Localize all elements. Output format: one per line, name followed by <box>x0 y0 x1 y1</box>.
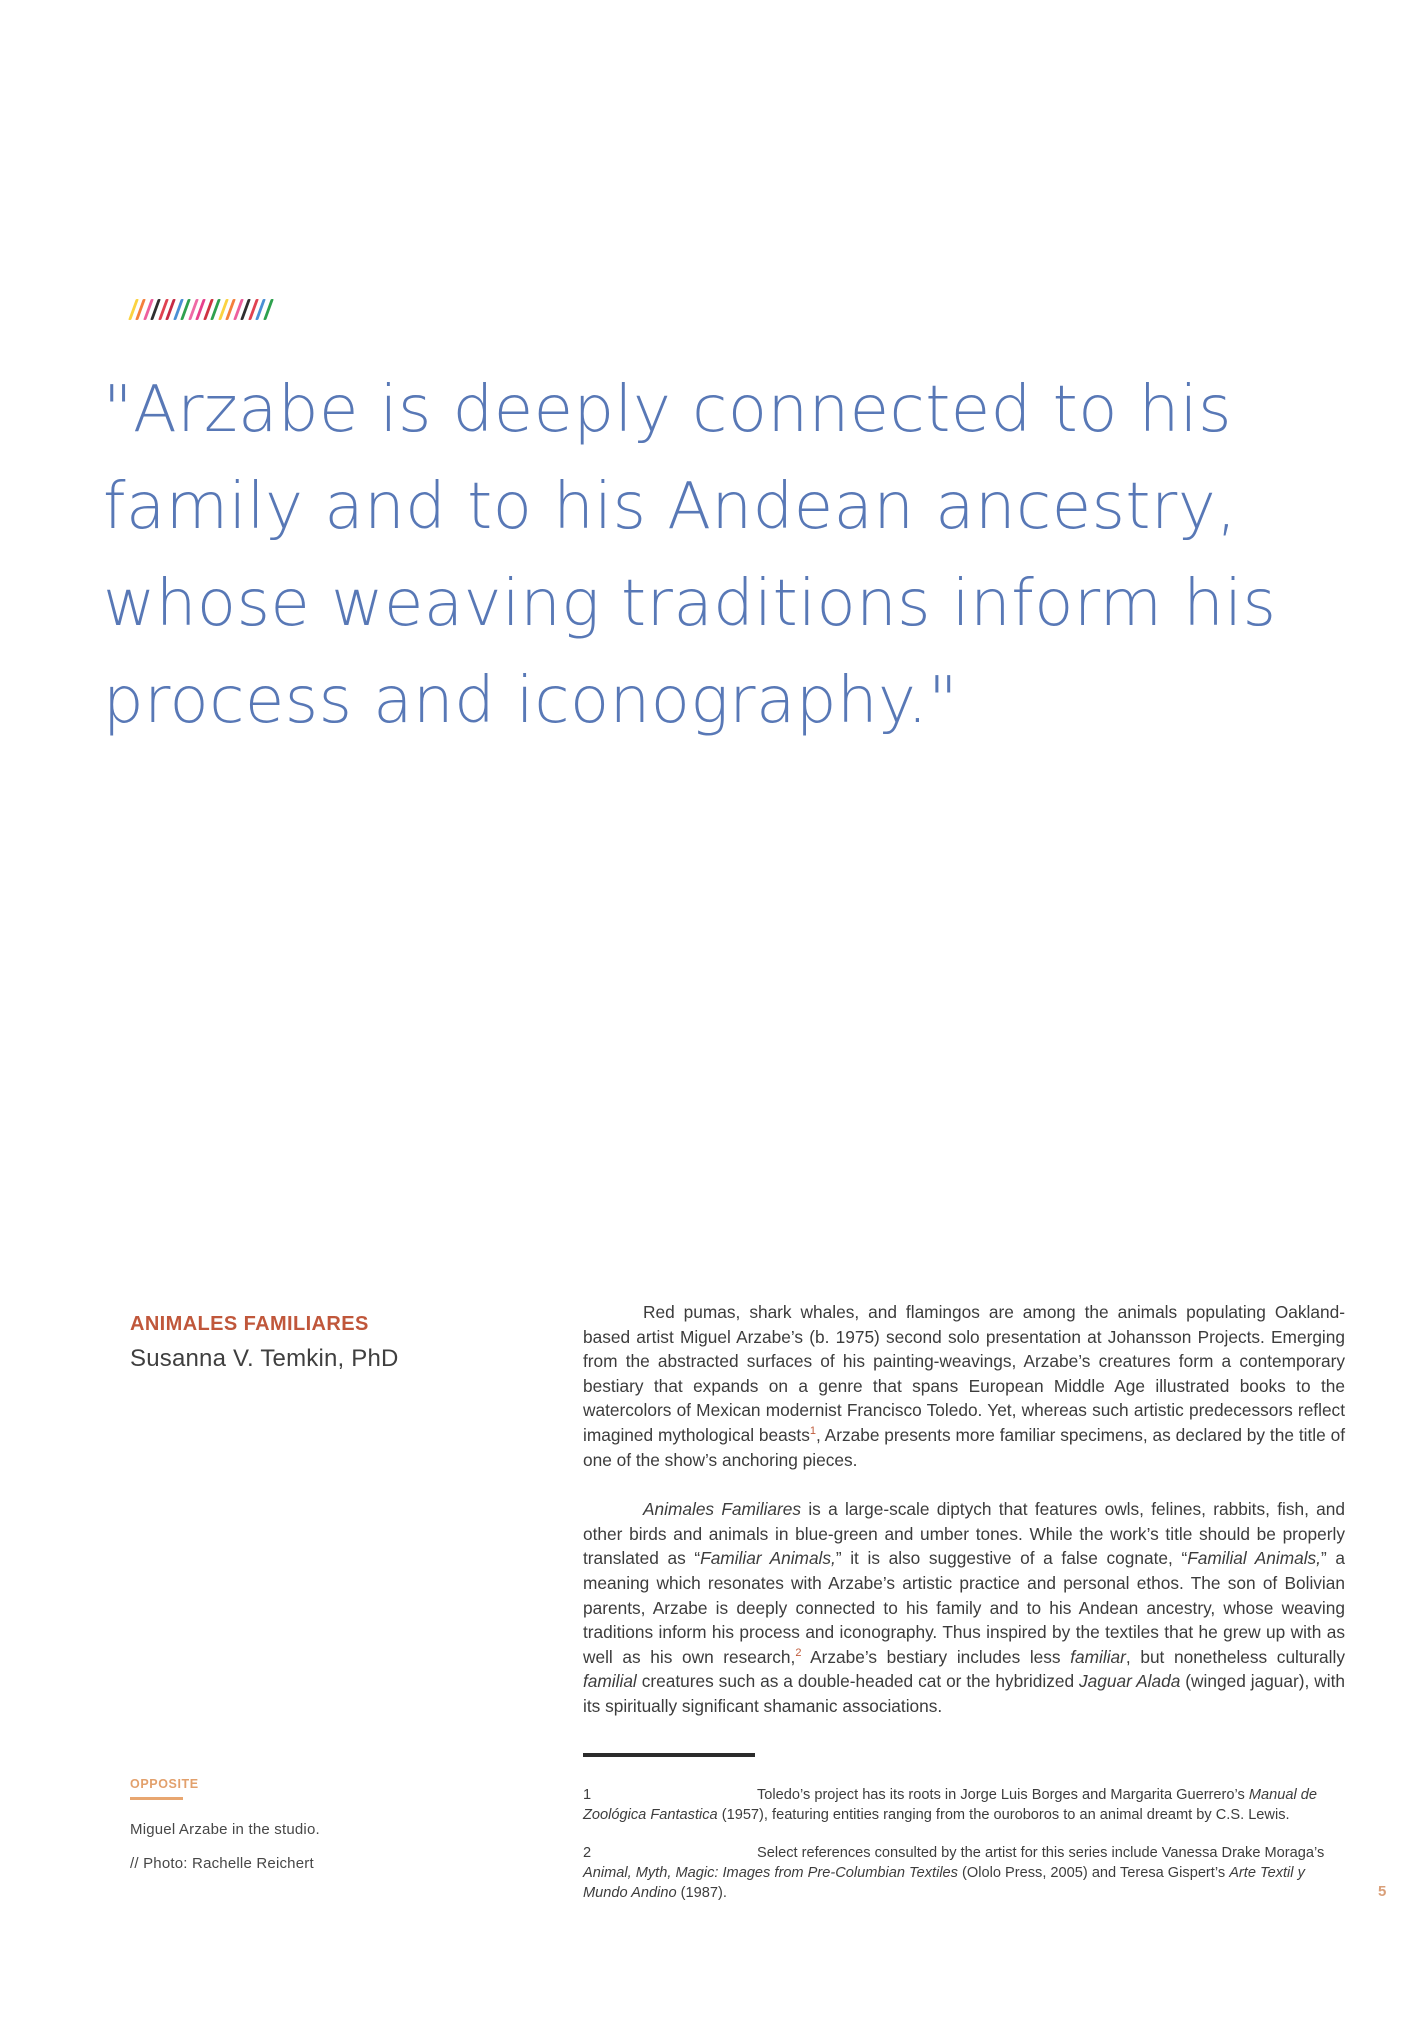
opposite-caption-block <box>130 1777 460 1872</box>
body-paragraph: Red pumas, shark whales, and flamingos are among the animals populating Oakland-based artist Miguel Arzabe’s (b. 1975) second solo presentation at Johansson Projects. Emerging from the abstracted surfaces of his painting-weavings, Arzabe’s creatures form a contemporary bestiary that expands on a genre that spans European Middle Age illustrated books to the watercolors of Mexican modernist Francisco Toledo. Yet, whereas such artistic predecessors reflect imagined mythological beasts$^1$, Arzabe presents more familiar specimens, as declared by the title of one of the show’s anchoring pieces. <box>583 1302 1345 1470</box>
slash-mark <box>263 299 273 320</box>
footnote <box>583 1785 1345 1825</box>
section-title: ANIMALES FAMILIARES <box>130 1313 369 1335</box>
pull-quote-line: process and iconography." <box>103 664 959 738</box>
pull-quote <box>103 362 1403 750</box>
author-byline: Susanna V. Temkin, PhD <box>130 1345 399 1372</box>
essay-column <box>583 1300 1345 1903</box>
footnote <box>583 1843 1345 1903</box>
caption-text: Miguel Arzabe in the studio. <box>130 1821 320 1838</box>
footnote-number: 2 <box>583 1844 592 1861</box>
footnote-text: Toledo’s project has its roots in Jorge Luis Borges and Margarita Guerrero’s Manual de Zoológica Fantastica (1957), featuring entities ranging from the ouroboros to an animal dreamt by C.S. Lewis. <box>583 1786 1317 1823</box>
opposite-label: OPPOSITE <box>130 1777 199 1791</box>
article-header-column <box>130 1313 560 1373</box>
footnote-number: 1 <box>583 1786 592 1803</box>
pull-quote-line: whose weaving traditions inform his <box>103 567 1277 641</box>
photo-credit: // Photo: Rachelle Reichert <box>130 1855 314 1872</box>
decorative-slashes-motif <box>132 299 274 321</box>
caption-underline-rule <box>130 1797 183 1800</box>
footnote-text: Select references consulted by the artist for this series include Vanessa Drake Moraga’s Animal, Myth, Magic: Images from Pre-Columbian Textiles (Ololo Press, 2005) and Teresa Gispert’s Arte Textil y Mundo Andino (1987). <box>583 1844 1325 1901</box>
pull-quote-line: "Arzabe is deeply connected to his <box>103 373 1232 447</box>
page-number: 5 <box>1378 1883 1387 1900</box>
pull-quote-line: family and to his Andean ancestry, <box>103 470 1238 544</box>
body-paragraph: Animales Familiares is a large-scale diptych that features owls, felines, rabbits, fish, and other birds and animals in blue-green and umber tones. While the work’s title should be properly translated as “Familiar Animals,” it is also suggestive of a false cognate, “Familial Animals,” a meaning which resonates with Arzabe’s artistic practice and personal ethos. The son of Bolivian parents, Arzabe is deeply connected to his family and to his Andean ancestry, whose weaving traditions inform his process and iconography. Thus inspired by the textiles that he grew up with as well as his own research,$^2$ Arzabe’s bestiary includes less familiar, but nonetheless culturally familial creatures such as a double-headed cat or the hybridized Jaguar Alada (winged jaguar), with its spiritually significant shamanic associations. <box>583 1499 1345 1716</box>
footnote-divider <box>583 1753 755 1757</box>
